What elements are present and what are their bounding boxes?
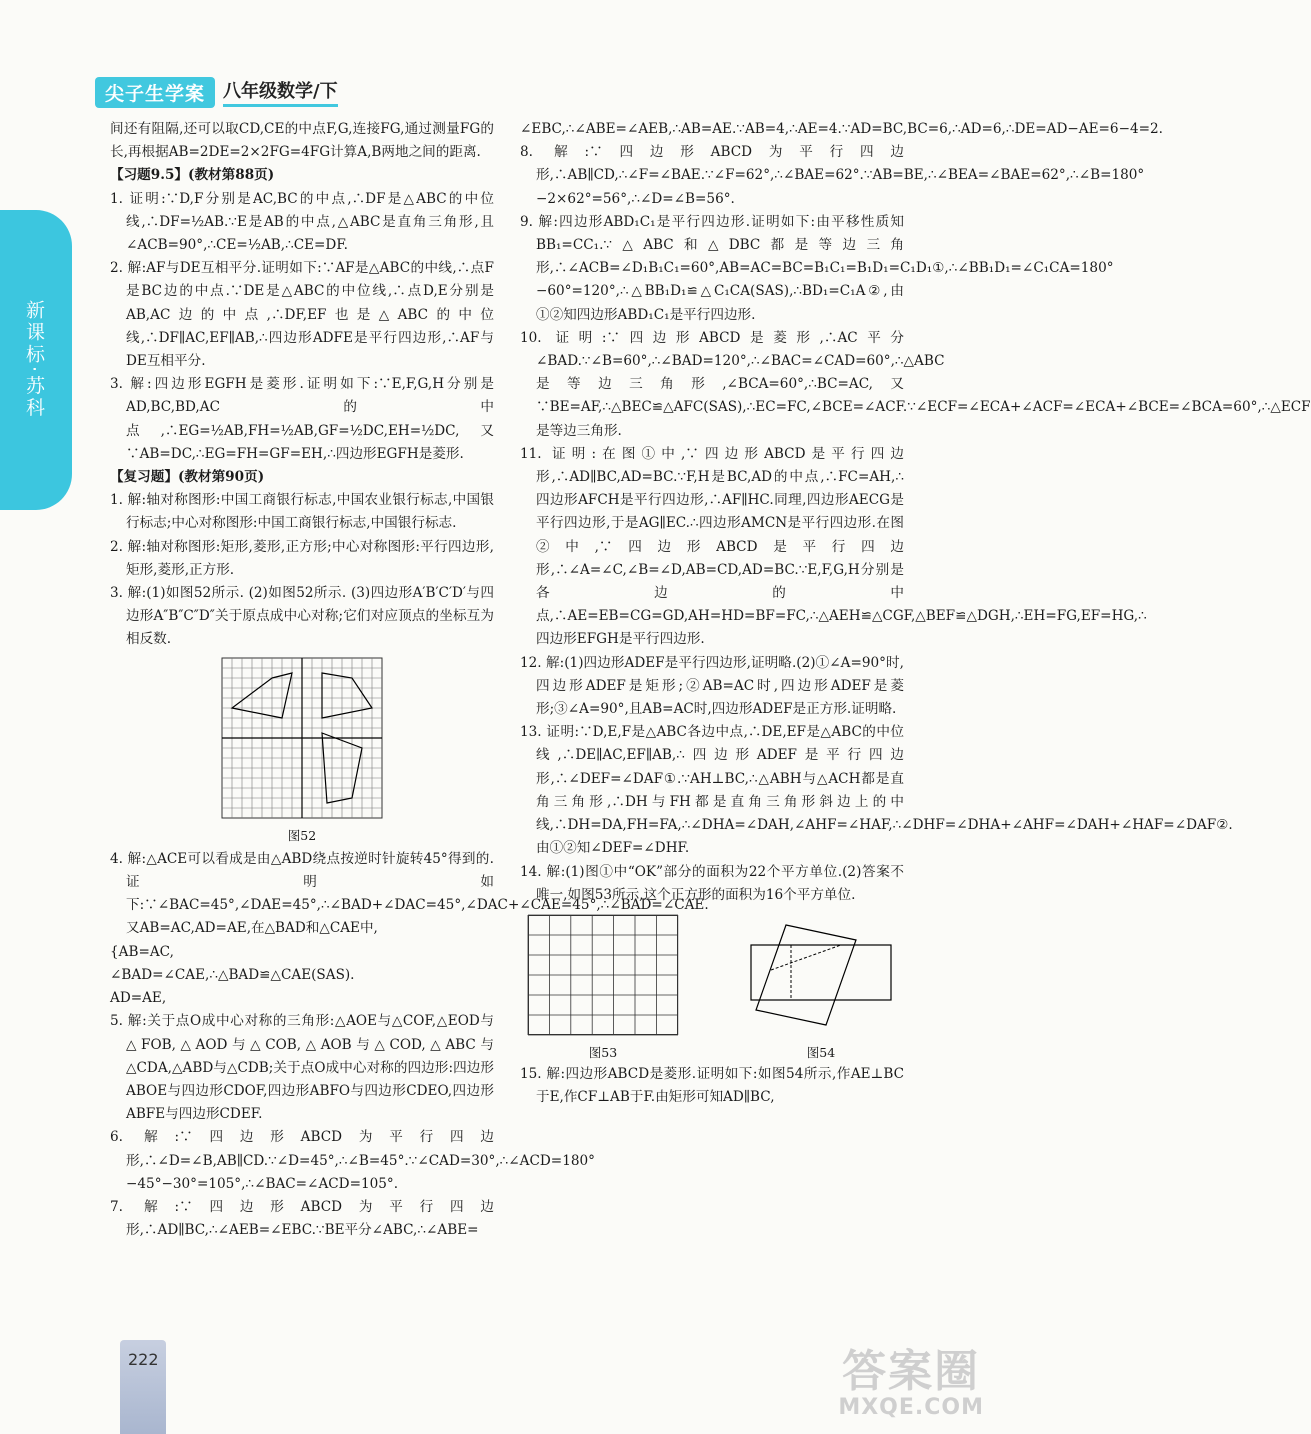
answer-text: ∠EBC,∴∠ABE=∠AEB,∴AB=AE.∵AB=4,∴AE=4.∵AD=BC,BC=6,∴AD=6,∴DE=AD−AE=6−4=2.	[520, 121, 1163, 137]
answer-item: 12. 解:(1)四边形ADEF是平行四边形,证明略.(2)①∠A=90°时,四边形ADEF是矩形;②AB=AC时,四边形ADEF是菱形;③∠A=90°,且AB=AC时,四边形ADEF是正方形.证明略.	[520, 654, 904, 718]
page-header	[95, 78, 338, 106]
answer-item: 11. 证明:在图①中,∵四边形ABCD是平行四边形,∴AD∥BC,AD=BC.∵F,H是BC,AD的中点,∴FC=AH,∴四边形AFCH是平行四边形,∴AF∥HC.同理,四边形AECG是平行四边形,于是AG∥EC.∴四边形AMCN是平行四边形.在图②中,∵四边形ABCD是平行四边形,∴∠A=∠C,∠B=∠D,AB=CD,AD=BC.∵E,F,G,H分别是各边的中点,∴AE=EB=CG=GD,AH=HD=BF=FC,∴△AEH≌△CGF,△BEF≌△DGH,∴EH=FG,EF=HG,∴四边形EFGH是平行四边形.	[520, 445, 1147, 648]
figure-54	[746, 915, 896, 1061]
watermark-logo	[838, 1346, 984, 1420]
answer-item: 5. 解:关于点O成中心对称的三角形:△AOE与△COF,△EOD与△FOB,△AOD与△COB,△AOB与△COD,△ABC与△CDA,△ABD与△CDB;关于点O成中心对称的四边形:四边形ABOE与四边形CDOF,四边形ABFO与四边形CDEO,四边形ABFE与四边形CDEF.	[110, 1013, 494, 1123]
answer-text: {AB=AC,	[110, 943, 174, 960]
right-column	[520, 118, 1311, 1110]
figures-53-54	[520, 915, 904, 1061]
answer-text: ∠BAD=∠CAE,∴△BAD≌△CAE(SAS).	[110, 966, 355, 983]
answer-item: 3. 解:四边形EGFH是菱形.证明如下:∵E,F,G,H分别是AD,BC,BD,AC的中点,∴EG=½AB,FH=½AB,GF=½DC,EH=½DC,又∵AB=DC,∴EG=FH=GF=EH,∴四边形EGFH是菱形.	[110, 376, 494, 462]
answer-item: 3. 解:(1)如图52所示. (2)如图52所示. (3)四边形A′B′C′D′与四边形A″B″C″D″关于原点成中心对称;它们对应顶点的坐标互为相反数.	[110, 585, 494, 648]
answer-item: 10. 证明:∵四边形ABCD是菱形,∴AC平分∠BAD.∵∠B=60°,∴∠BAD=120°,∴∠BAC=∠CAD=60°,∴△ABC是等边三角形,∠BCA=60°,∴BC=AC,又∵BE=AF,∴△BEC≌△AFC(SAS),∴EC=FC,∠BCE=∠ACF.∵∠ECF=∠ECA+∠ACF=∠ECA+∠BCE=∠BCA=60°,∴△ECF是等边三角形.	[520, 329, 1311, 439]
answer-item: 6. 解:∵四边形ABCD为平行四边形,∴∠D=∠B,AB∥CD.∵∠D=45°,∴∠B=45°.∵∠CAD=30°,∴∠ACD=180°−45°−30°=105°,∴∠BAC=∠ACD=105°.	[110, 1129, 595, 1192]
answer-item: 2. 解:轴对称图形:矩形,菱形,正方形;中心对称图形:平行四边形,矩形,菱形,正方形.	[110, 538, 494, 578]
figure-53	[528, 915, 678, 1061]
watermark-text: 答案圈	[842, 1346, 981, 1397]
overlapping-rectangles-figure	[746, 915, 896, 1035]
answer-item: 14. 解:(1)图①中“OK”部分的面积为22个平方单位.(2)答案不唯一,如图53所示,这个正方形的面积为16个平方单位.	[520, 863, 904, 903]
coordinate-grid-figure	[222, 658, 382, 818]
answer-item: 1. 证明:∵D,F分别是AC,BC的中点,∴DF是△ABC的中位线,∴DF=½AB.∵E是AB的中点,△ABC是直角三角形,且∠ACB=90°,∴CE=½AB,∴CE=DF.	[110, 190, 494, 254]
figure-caption: 图54	[806, 1045, 836, 1061]
answer-item: 7. 解:∵四边形ABCD为平行四边形,∴AD∥BC,∴∠AEB=∠EBC.∵BE平分∠ABC,∴∠ABE=	[110, 1198, 494, 1239]
answer-item: 9. 解:四边形ABD₁C₁是平行四边形.证明如下:由平移性质知BB₁=CC₁.∵△ABC和△DBC都是等边三角形,∴∠ACB=∠D₁B₁C₁=60°,AB=AC=BC=B₁C₁=B₁D₁=C₁D₁①,∴∠BB₁D₁=∠C₁CA=180°−60°=120°,∴△BB₁D₁≌△C₁CA(SAS),∴BD₁=C₁A②,由①②知四边形ABD₁C₁是平行四边形.	[520, 213, 1114, 323]
brand-badge: 尖子生学案	[95, 77, 215, 108]
answer-item: 13. 证明:∵D,E,F是△ABC各边中点,∴DE,EF是△ABC的中位线,∴DE∥AC,EF∥AB,∴四边形ADEF是平行四边形,∴∠DEF=∠DAF①.∵AH⊥BC,∴△ABH与△ACH都是直角三角形,∴DH与FH都是直角三角形斜边上的中线,∴DH=DA,FH=FA,∴∠DHA=∠DAH,∠AHF=∠HAF,∴∠DHF=∠DHA+∠AHF=∠DAH+∠HAF=∠DAF②.由①②知∠DEF=∠DHF.	[520, 724, 1233, 857]
book-subtitle: 八年级数学/下	[223, 77, 338, 107]
answer-item: 1. 解:轴对称图形:中国工商银行标志,中国农业银行标志,中国银行标志;中心对称图形:中国工商银行标志,中国银行标志.	[110, 492, 494, 532]
answer-text: AD=AE,	[110, 990, 167, 1007]
answer-text: 间还有阻隔,还可以取CD,CE的中点F,G,连接FG,通过测量FG的长,再根据AB=2DE=2×2FG=4FG计算A,B两地之间的距离.	[110, 121, 494, 161]
square-grid-figure	[528, 915, 678, 1035]
answer-item: 15. 解:四边形ABCD是菱形.证明如下:如图54所示,作AE⊥BC于E,作CF⊥AB于F.由矩形可知AD∥BC,	[520, 1066, 904, 1106]
figure-52	[110, 658, 494, 844]
section-heading: 【复习题】(教材第90页)	[110, 469, 265, 486]
page-number: 222	[128, 1350, 159, 1369]
side-tab-label: 新课标·苏科	[23, 300, 45, 420]
answer-item: 8. 解:∵四边形ABCD为平行四边形,∴AB∥CD,∴∠F=∠BAE.∵∠F=62°,∴∠BAE=62°.∵AB=BE,∴∠BEA=∠BAE=62°,∴∠B=180°−2×62°=56°,∴∠D=∠B=56°.	[520, 144, 1145, 207]
section-heading: 【习题9.5】(教材第88页)	[110, 167, 275, 184]
answer-item: 2. 解:AF与DE互相平分.证明如下:∵AF是△ABC的中线,∴点F是BC边的中点.∵DE是△ABC的中位线,∴点D,E分别是AB,AC边的中点,∴DF,EF也是△ABC的中位线,∴DF∥AC,EF∥AB,∴四边形ADFE是平行四边形,∴AF与DE互相平分.	[110, 260, 494, 370]
figure-caption: 图53	[588, 1045, 618, 1061]
answer-item: 4. 解:△ACE可以看成是由△ABD绕点按逆时针旋转45°得到的.证明如下:∵∠BAC=45°,∠DAE=45°,∴∠BAD+∠DAC=45°,∠DAC+∠CAE=45°,∴∠BAD=∠CAE.又AB=AC,AD=AE,在△BAD和△CAE中,	[110, 850, 709, 937]
watermark-url: MXQE.COM	[838, 1395, 984, 1420]
figure-caption: 图52	[287, 827, 317, 843]
